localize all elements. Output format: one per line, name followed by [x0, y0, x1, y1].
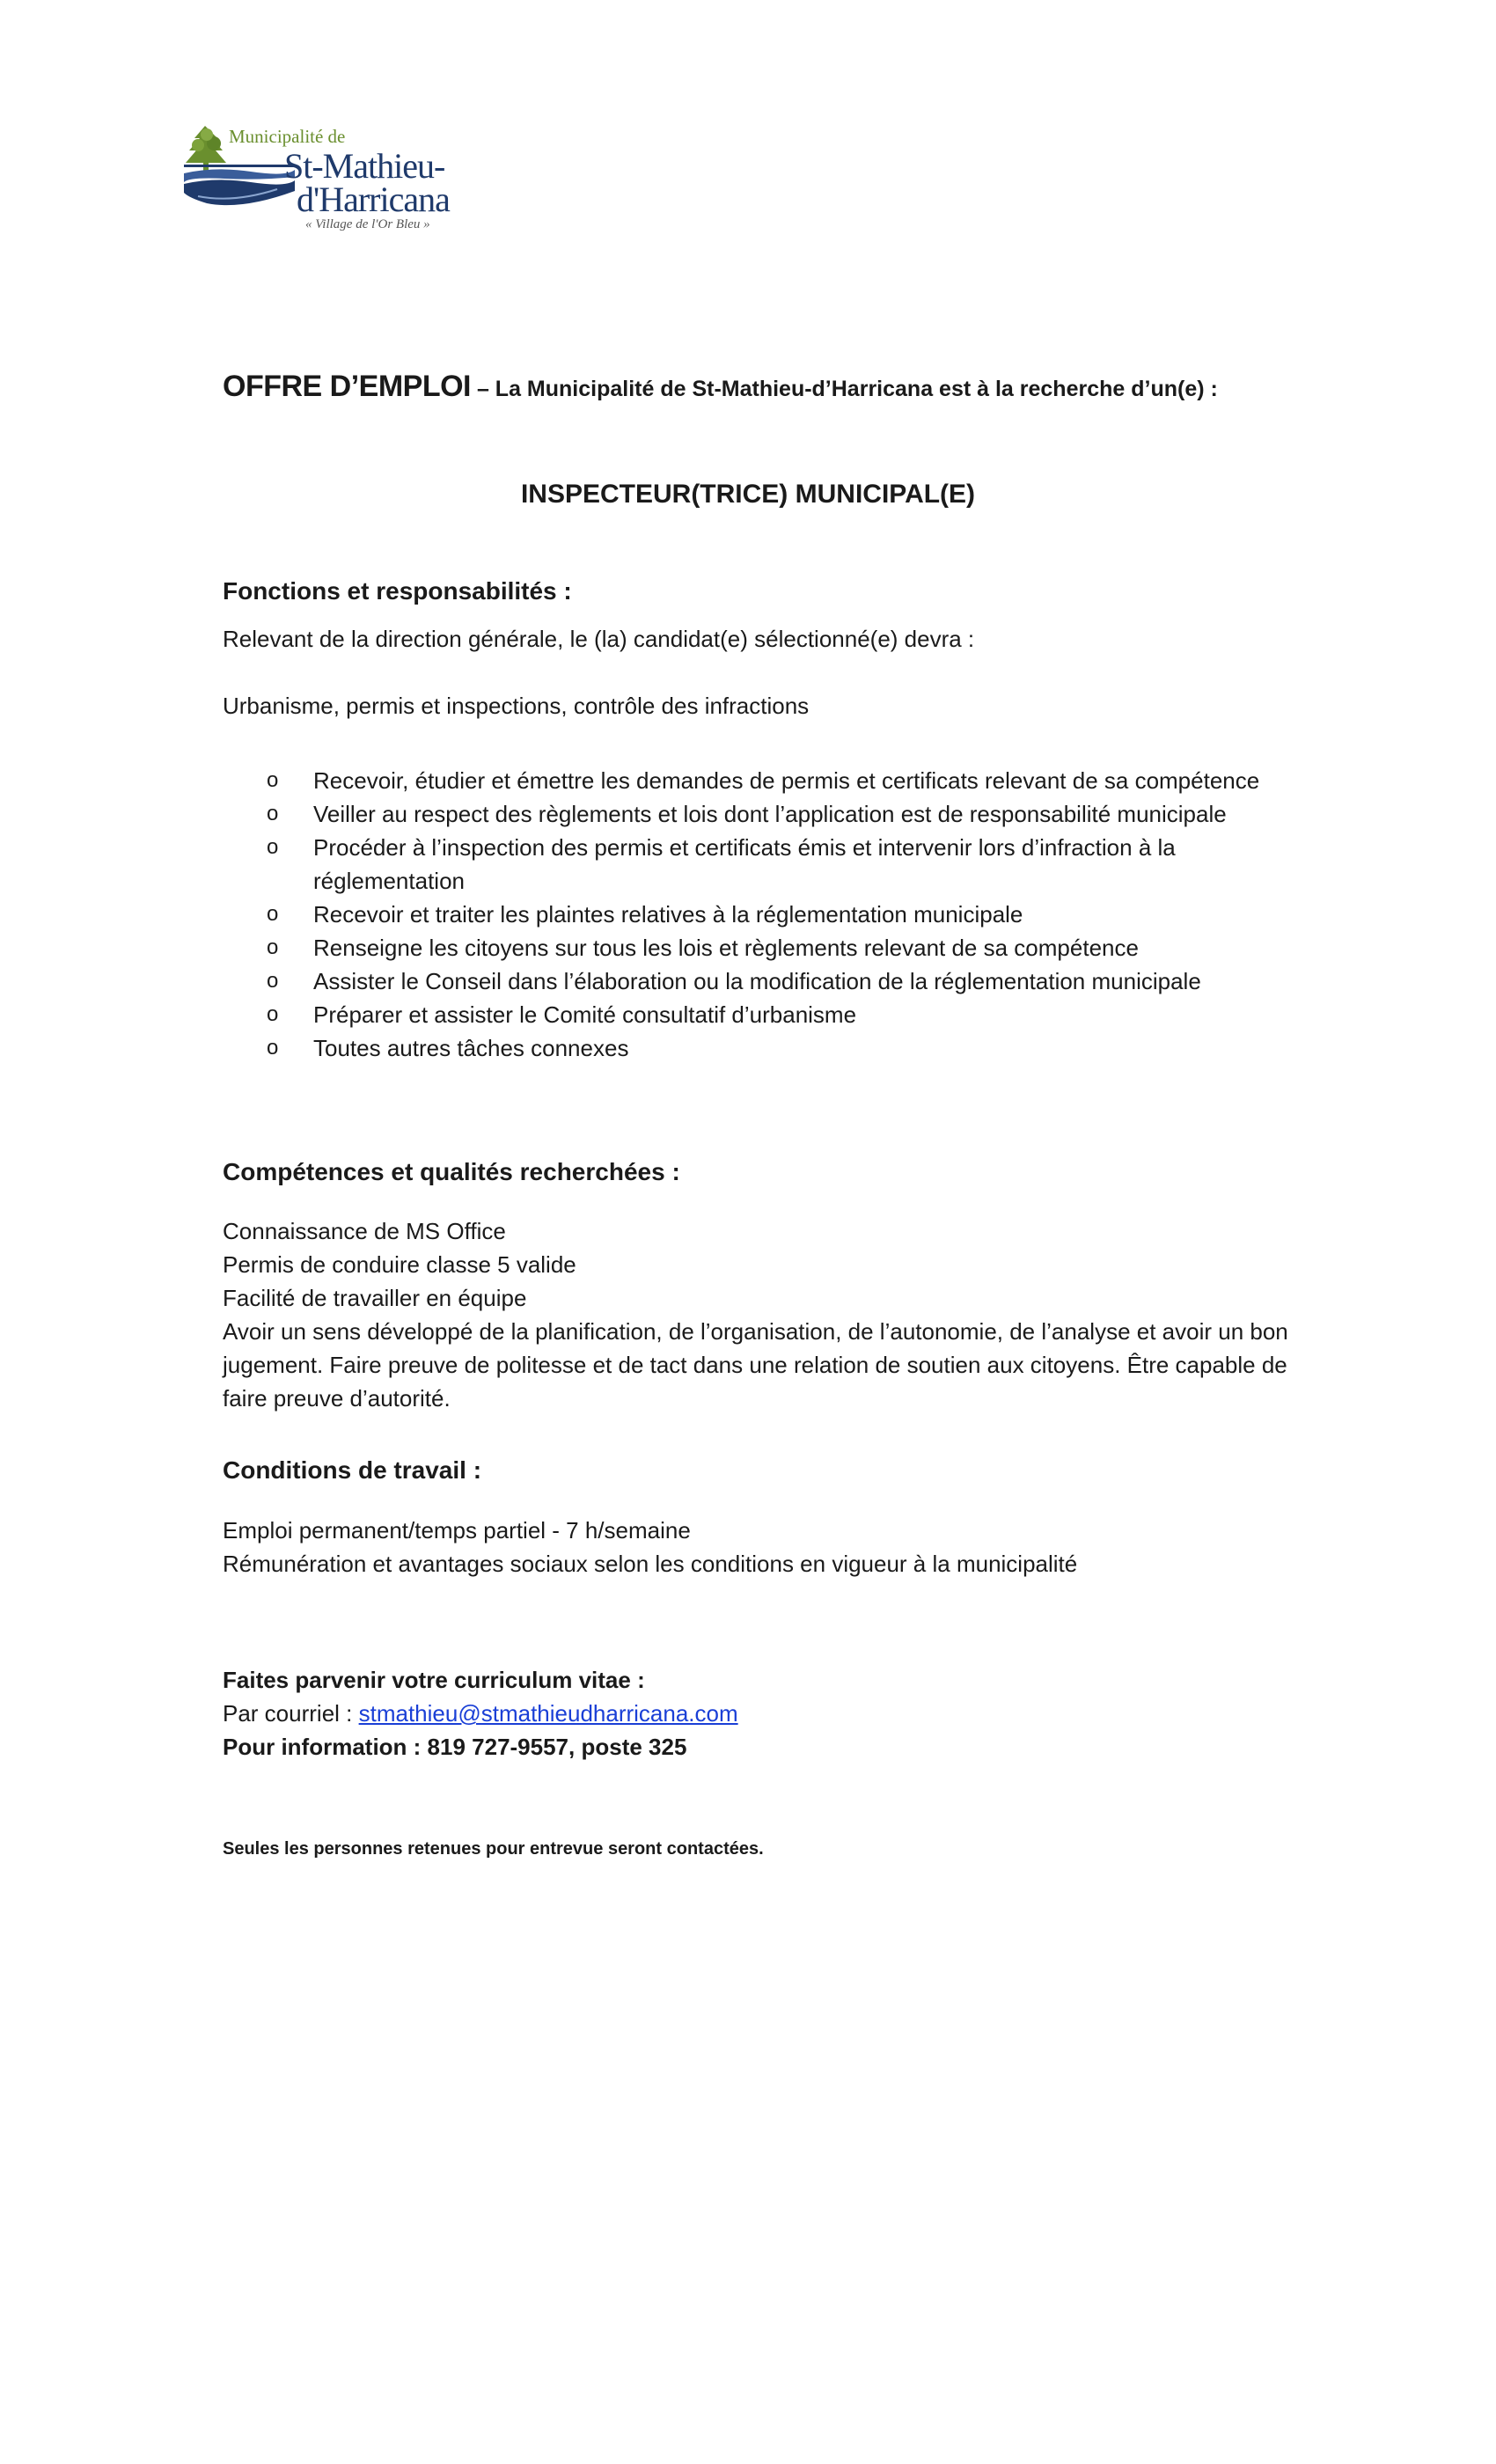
municipality-logo — [180, 119, 462, 233]
logo-text-municipalite: Municipalité de — [229, 126, 346, 147]
job-title: INSPECTEUR(TRICE) MUNICIPAL(E) — [520, 480, 976, 509]
email-label: Par courriel : — [223, 1700, 359, 1727]
condition-line: Emploi permanent/temps partiel - 7 h/semaine — [223, 1517, 691, 1544]
conditions-list — [223, 1514, 1077, 1580]
skill-line: Permis de conduire classe 5 valide — [223, 1251, 576, 1278]
logo-tagline: « Village de l'Or Bleu » — [305, 217, 430, 231]
bullet-marker: o — [267, 1002, 279, 1026]
list-item: o Recevoir, étudier et émettre les demandes de permis et certificats relevant de sa compétence — [223, 764, 1314, 797]
skill-line: Avoir un sens développé de la planification, de l’organisation, de l’autonomie, de l’analyse et avoir un bon jugement. Faire preuve de politesse et de tact dans une relation de soutien aux citoyens. Être capable de faire preuve d’autorité. — [223, 1318, 1288, 1412]
list-item: o Renseigne les citoyens sur tous les lois et règlements relevant de sa compétence — [223, 931, 1314, 964]
bullet-marker: o — [267, 835, 279, 859]
bullet-marker: o — [267, 969, 279, 993]
skill-line: Connaissance de MS Office — [223, 1218, 506, 1244]
bullet-marker: o — [267, 935, 279, 959]
functions-list — [223, 764, 1314, 1065]
email-link[interactable]: stmathieu@stmathieudharricana.com — [358, 1700, 738, 1727]
list-item: o Procéder à l’inspection des permis et certificats émis et intervenir lors d’infraction à la réglementation — [223, 831, 1314, 898]
skill-line: Facilité de travailler en équipe — [223, 1285, 527, 1311]
logo-text-st-mathieu: St-Mathieu- — [284, 146, 445, 186]
condition-line: Rémunération et avantages sociaux selon les conditions en vigueur à la municipalité — [223, 1551, 1078, 1577]
functions-intro: Relevant de la direction générale, le (la) candidat(e) sélectionné(e) devra : — [223, 626, 975, 652]
functions-subheading: Urbanisme, permis et inspections, contrôle des infractions — [223, 693, 810, 719]
bullet-marker: o — [267, 768, 279, 792]
offer-heading — [223, 370, 1218, 404]
list-item: o Recevoir et traiter les plaintes relatives à la réglementation municipale — [223, 898, 1314, 931]
logo-text-harricana: d'Harricana — [297, 180, 450, 219]
offer-intro: – La Municipalité de St-Mathieu-d’Harricana est à la recherche d’un(e) : — [471, 377, 1218, 401]
bullet-marker: o — [267, 802, 279, 825]
info-phone: Pour information : 819 727-9557, poste 325 — [223, 1734, 687, 1760]
bullet-marker: o — [267, 902, 279, 926]
footer-note: Seules les personnes retenues pour entrevue seront contactées. — [223, 1839, 764, 1859]
list-item: o Assister le Conseil dans l’élaboration ou la modification de la réglementation municipale — [223, 964, 1314, 998]
list-item: o Toutes autres tâches connexes — [223, 1031, 1314, 1065]
list-item: o Veiller au respect des règlements et lois dont l’application est de responsabilité municipale — [223, 797, 1314, 831]
offer-label: OFFRE D’EMPLOI — [223, 370, 471, 403]
skills-list — [223, 1214, 1314, 1415]
apply-heading: Faites parvenir votre curriculum vitae : — [223, 1667, 645, 1693]
functions-heading: Fonctions et responsabilités : — [223, 577, 572, 605]
list-item: o Préparer et assister le Comité consultatif d’urbanisme — [223, 998, 1314, 1031]
email-line — [223, 1697, 738, 1730]
skills-heading: Compétences et qualités recherchées : — [223, 1158, 680, 1185]
conditions-heading: Conditions de travail : — [223, 1456, 482, 1484]
apply-section — [223, 1663, 738, 1764]
bullet-marker: o — [267, 1036, 279, 1060]
